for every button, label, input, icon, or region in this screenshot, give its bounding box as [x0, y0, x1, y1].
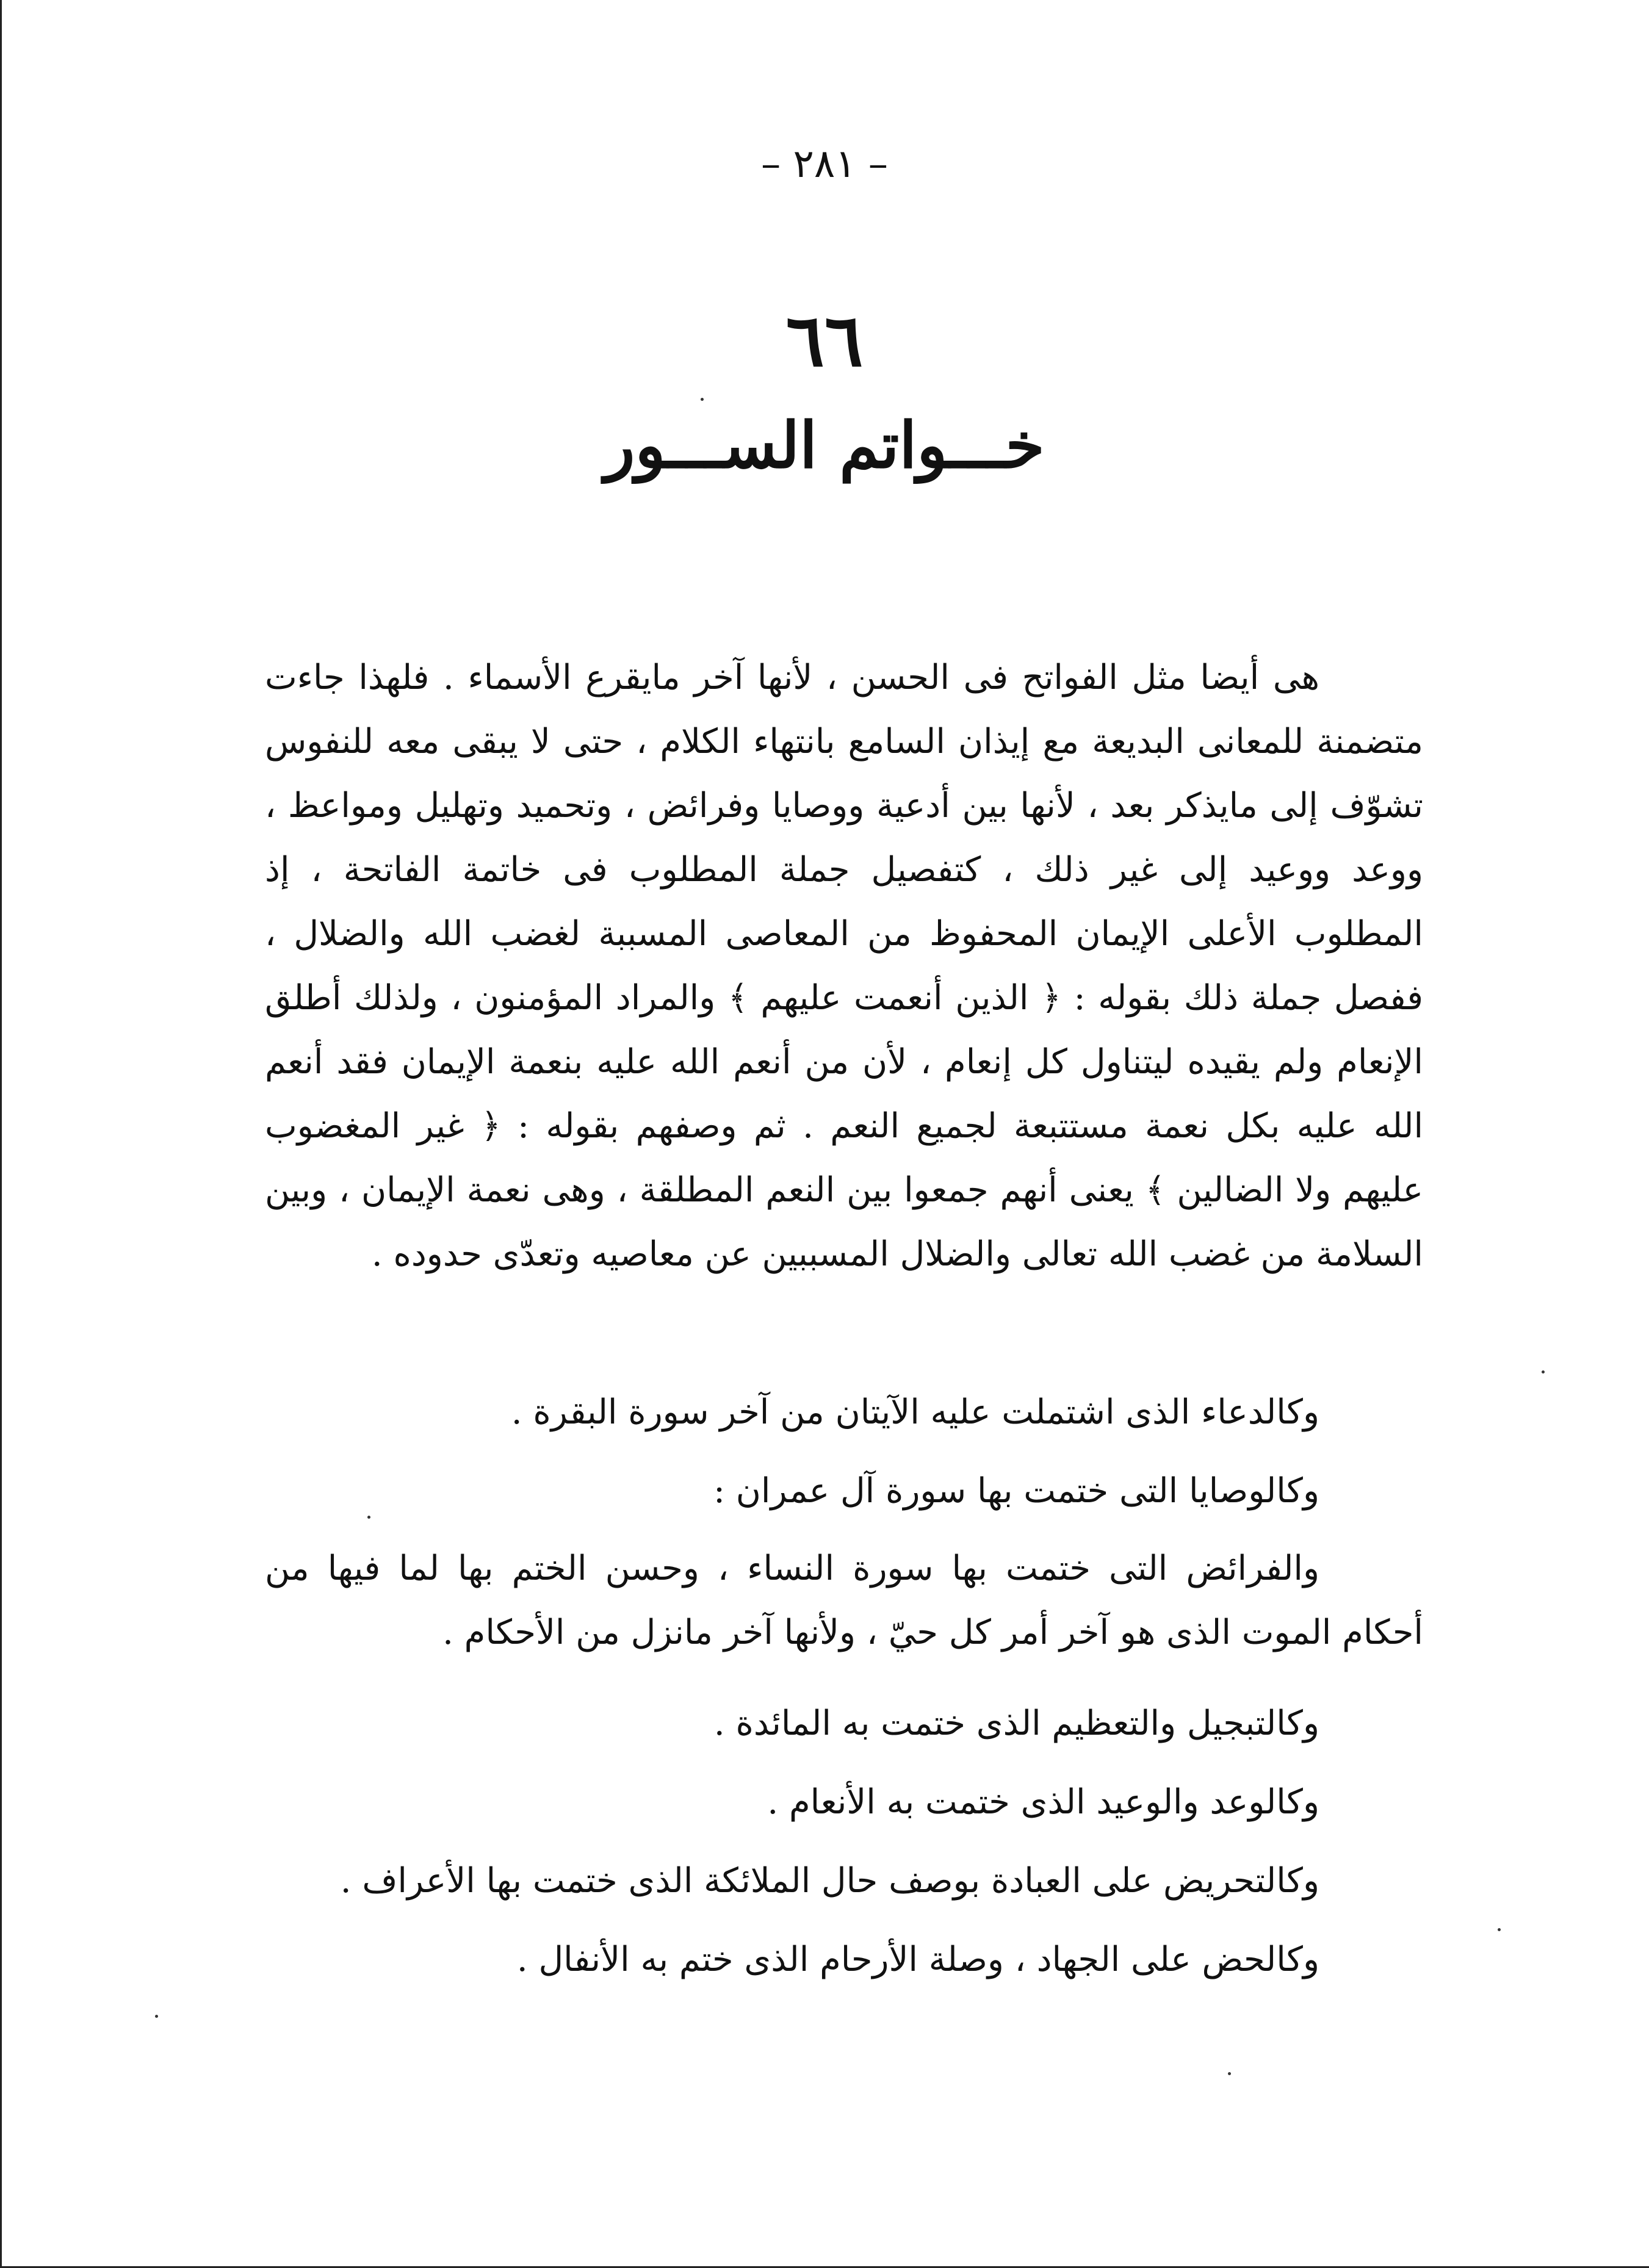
body-paragraph-1: هى أيضا مثل الفواتح فى الحسن ، لأنها آخر مايقرع الأسماء . فلهذا جاءت متضمنة للمعانى البديعة مع إيذان السامع بانتهاء الكلام ، حتى لا يبقى معه للنفوس تشوّف إلى مايذكر بعد ، لأنها بين أدعية ووصايا وفرائض ، وتحميد وتهليل ومواعظ ، ووعد ووعيد إلى غير ذلك ، كتفصيل جملة المطلوب فى خاتمة الفاتحة ، إذ المطلوب الأعلى الإيمان المحفوظ من المعاصى المسببة لغضب الله والضلال ، ففصل جملة ذلك بقوله : ﴿ الذين أنعمت عليهم ﴾ والمراد المؤمنون ، ولذلك أطلق الإنعام ولم يقيده ليتناول كل إنعام ، لأن من أنعم الله عليه بنعمة الإيمان فقد أنعم الله عليه بكل نعمة مستتبعة لجميع النعم . ثم وصفهم بقوله : ﴿ غير المغضوب عليهم ولا الضالين ﴾ يعنى أنهم جمعوا بين النعم المطلقة ، وهى نعمة الإيمان ، وبين السلامة من غضب الله تعالى والضلال المسببين عن معاصيه وتعدّى حدوده .	[265, 658, 1423, 1274]
scan-speck	[1542, 1370, 1545, 1373]
scan-speck	[155, 2015, 158, 2018]
scan-speck	[1228, 2072, 1231, 2075]
body-line-maida: وكالتبجيل والتعظيم الذى ختمت به المائدة .	[713, 1704, 1319, 1743]
body-paragraph-nisa-block	[265, 1536, 1423, 1665]
body-line-al-imran: وكالوصايا التى ختمت بها سورة آل عمران :	[713, 1471, 1319, 1511]
list-block-2	[265, 1691, 1423, 1992]
scan-speck	[367, 1516, 370, 1519]
body-paragraph-1-block	[265, 646, 1423, 1286]
body-line-anfal: وكالحض على الجهاد ، وصلة الأرحام الذى ختم به الأنفال .	[516, 1940, 1319, 1979]
chapter-number: ٦٦	[785, 298, 864, 383]
body-line-baqara: وكالدعاء الذى اشتملت عليه الآيتان من آخر سورة البقرة .	[511, 1392, 1319, 1432]
page-number: – ٢٨١ –	[761, 142, 888, 187]
list-block	[265, 1380, 1423, 1523]
chapter-title: خـــواتم الســـور	[604, 408, 1045, 483]
body-line-anam: وكالوعد والوعيد الذى ختمت به الأنعام .	[767, 1782, 1319, 1822]
body-paragraph-nisa: والفرائض التى ختمت بها سورة النساء ، وحسن الختم بها لما فيها من أحكام الموت الذى هو آخر أمر كل حيّ ، ولأنها آخر مانزل من الأحكام .	[265, 1549, 1423, 1652]
scan-speck	[1498, 1928, 1501, 1931]
scan-speck	[701, 398, 704, 401]
body-line-araf: وكالتحريض على العبادة بوصف حال الملائكة الذى ختمت بها الأعراف .	[340, 1861, 1319, 1901]
